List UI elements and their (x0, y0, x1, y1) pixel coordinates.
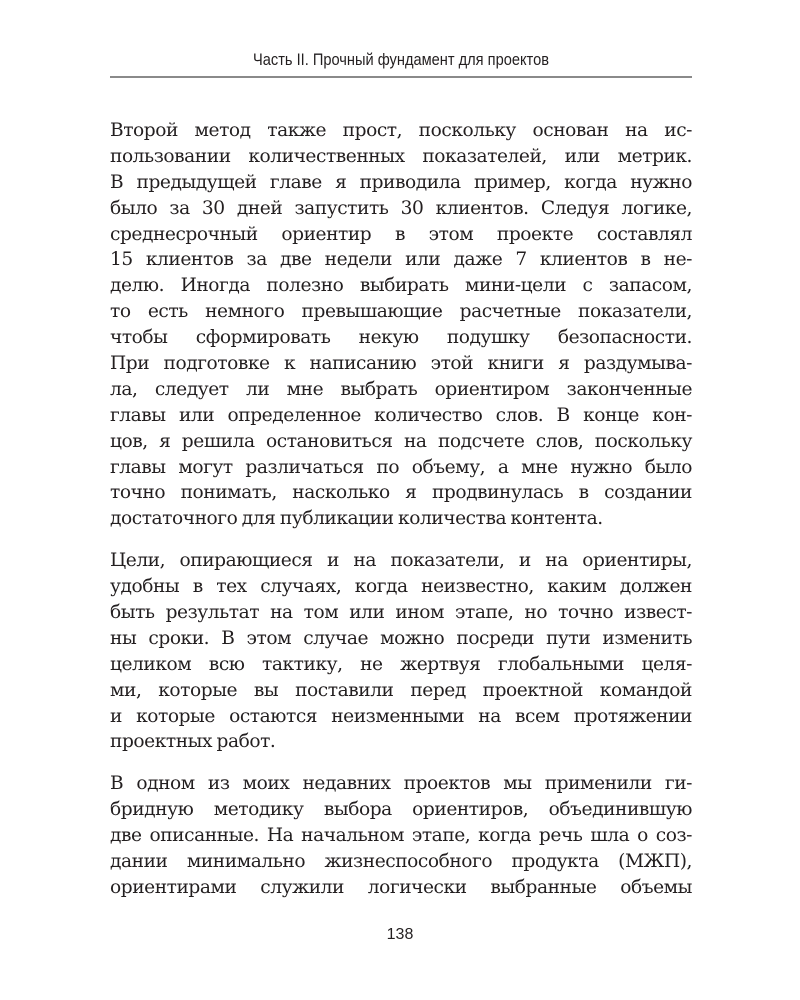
text-line: цов, я решила остановиться на подсчете слов, поскольку (110, 430, 692, 452)
text-line: две описанные. На начальном этапе, когда речь шла о соз- (110, 825, 692, 847)
text-line: ориентирами служили логически выбранные объемы (110, 876, 692, 898)
text-line: удобны в тех случаях, когда неизвестно, каким должен (110, 576, 692, 598)
text-line: чтобы сформировать некую подушку безопасности. (110, 327, 692, 349)
text-line: При подготовке к написанию этой книги я раздумыва- (110, 353, 692, 375)
body-text (110, 118, 692, 917)
paragraph (110, 548, 692, 755)
running-header: Часть II. Прочный фундамент для проектов (253, 50, 549, 69)
text-line: целиком всю тактику, не жертвуя глобальными целя- (110, 653, 692, 675)
text-line: В предыдущей главе я приводила пример, когда нужно (110, 171, 692, 193)
text-line: Цели, опирающиеся и на показатели, и на ориентиры, (110, 550, 692, 572)
text-line: ла, следует ли мне выбрать ориентиром законченные (110, 378, 692, 400)
paragraph (110, 771, 692, 900)
text-line: главы или определенное количество слов. В конце кон- (110, 404, 692, 426)
text-line: Второй метод также прост, поскольку основан на ис- (110, 120, 692, 141)
text-line: точно понимать, насколько я продвинулась в создании (110, 482, 692, 504)
paragraph (110, 118, 692, 532)
text-line: главы могут различаться по объему, а мне нужно было (110, 456, 692, 478)
text-line: ны сроки. В этом случае можно посреди пути изменить (110, 627, 692, 649)
text-line: достаточного для публикации количества контента. (110, 508, 603, 530)
text-line: пользовании количественных показателей, или метрик. (110, 145, 692, 167)
text-line: среднесрочный ориентир в этом проекте составлял (110, 223, 692, 245)
header-rule (110, 76, 692, 78)
text-line: 15 клиентов за две недели или даже 7 клиентов в не- (110, 249, 692, 271)
text-line: ми, которые вы поставили перед проектной командой (110, 679, 692, 701)
text-line: то есть немного превышающие расчетные показатели, (110, 301, 692, 323)
text-line: проектных работ. (110, 731, 276, 753)
text-line: В одном из моих недавних проектов мы применили ги- (110, 773, 692, 795)
page-number: 138 (386, 926, 414, 943)
text-line: дании минимально жизнеспособного продукта (МЖП), (110, 851, 692, 873)
text-line: быть результат на том или ином этапе, но точно извест- (110, 602, 692, 624)
text-line: делю. Иногда полезно выбирать мини-цели с запасом, (110, 275, 692, 297)
text-line: бридную методику выбора ориентиров, объединившую (110, 799, 692, 821)
text-line: было за 30 дней запустить 30 клиентов. Следуя логике, (110, 197, 692, 219)
text-line: и которые остаются неизменными на всем протяжении (110, 705, 692, 727)
